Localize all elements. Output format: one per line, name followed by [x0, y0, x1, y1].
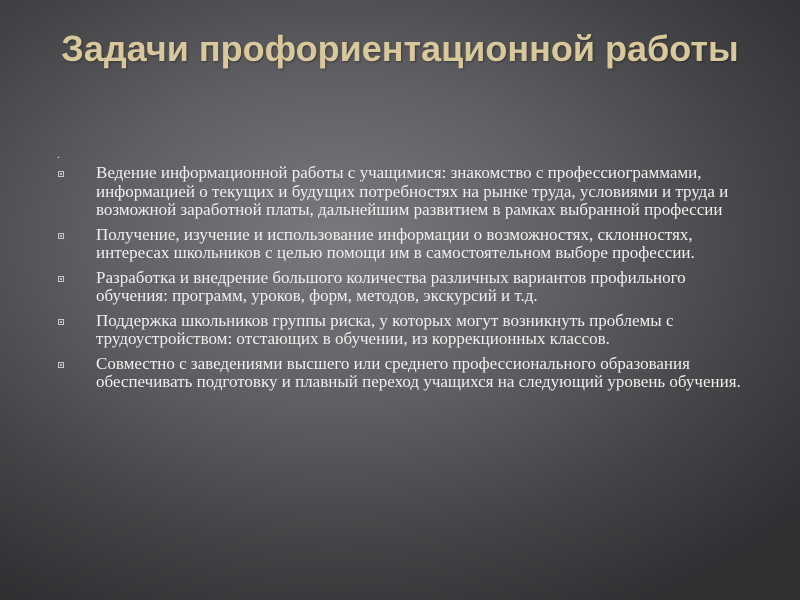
list-item-text: Совместно с заведениями высшего или среднего профессионального образования обеспечивать подготовку и плавный переход учащихся на следующий уровень обучения.: [96, 353, 741, 391]
slide-title: Задачи профориентационной работы: [61, 28, 739, 69]
square-bullet-icon: [58, 233, 64, 239]
list-item: [58, 164, 758, 220]
list-item-text: Получение, изучение и использование информации о возможностях, склонностях, интересах школьников с целью помощи им в самостоятельном выборе профессии.: [96, 224, 695, 262]
list-item: [58, 269, 758, 306]
list-item: [58, 312, 758, 349]
square-bullet-icon: [58, 319, 64, 325]
list-item: [58, 355, 758, 392]
square-bullet-icon: [58, 276, 64, 282]
list-item-text: Поддержка школьников группы риска, у которых могут возникнуть проблемы с трудоустройством: отстающих в обучении, из коррекционных классов.: [96, 310, 674, 348]
square-bullet-icon: [58, 362, 64, 368]
square-bullet-icon: [58, 171, 64, 177]
list-item-text: Разработка и внедрение большого количества различных вариантов профильного обучения: программ, уроков, форм, методов, экскурсий и т.д.: [96, 267, 686, 305]
task-list: [58, 164, 758, 398]
list-item-text: Ведение информационной работы с учащимися: знакомство с профессиограммами, информацией о текущих и будущих потребностях на рынке труда, условиями и труда и возможной заработной платы, дальнейшим развитием в рамках выбранной профессии: [96, 163, 729, 219]
list-item: [58, 226, 758, 263]
leading-mark: .: [57, 147, 60, 161]
